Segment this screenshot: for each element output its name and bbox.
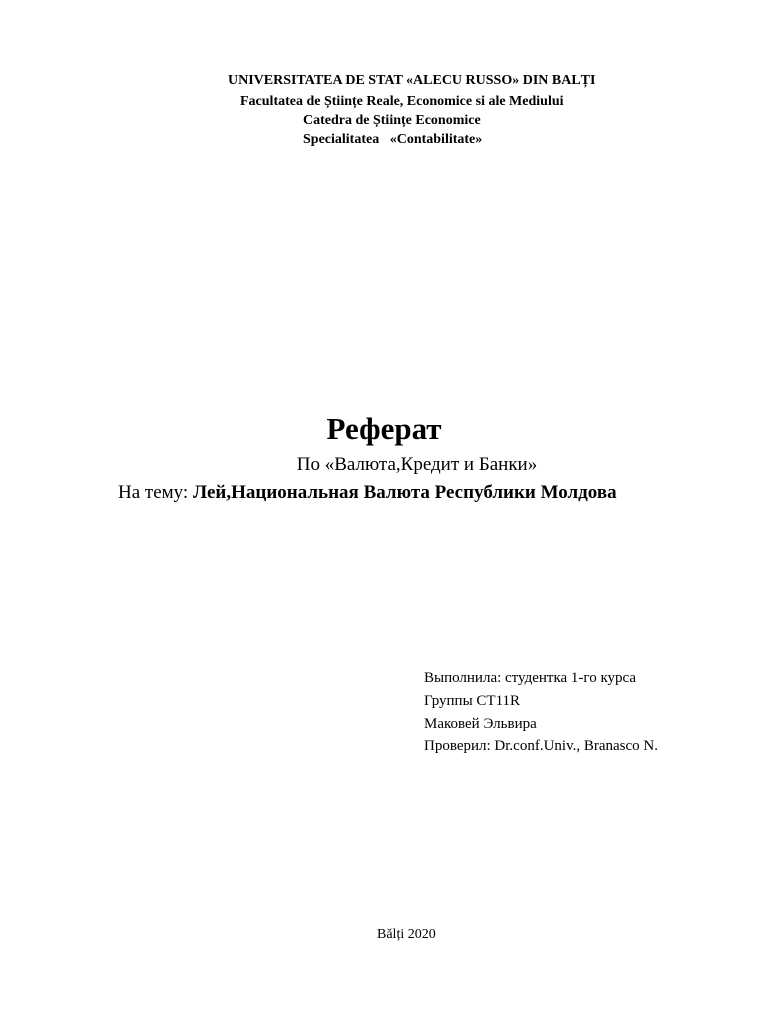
course-subject: По «Валюта,Кредит и Банки» [296, 454, 538, 475]
completed-by: Выполнила: студентка 1-го курса [424, 670, 637, 686]
document-title: Реферат [326, 411, 442, 446]
faculty-name: Facultatea de Științe Reale, Economice si ale Mediului [240, 94, 564, 109]
topic-value: Лей,Национальная Валюта Республики Молдова [192, 482, 617, 503]
checked-by: Проверил: Dr.conf.Univ., Branasco N. [424, 738, 658, 754]
place-year: Bălți 2020 [377, 927, 436, 942]
department-name: Catedra de Științe Economice [303, 113, 481, 128]
student-group: Группы СТ11R [424, 693, 521, 709]
specialty-name: Specialitatea «Contabilitate» [303, 132, 483, 147]
university-name: UNIVERSITATEA DE STAT «ALECU RUSSO» DIN BALȚI [228, 73, 596, 88]
topic-line [118, 483, 617, 502]
student-name: Маковей Эльвира [424, 716, 537, 732]
topic-label: На тему: [118, 482, 193, 503]
